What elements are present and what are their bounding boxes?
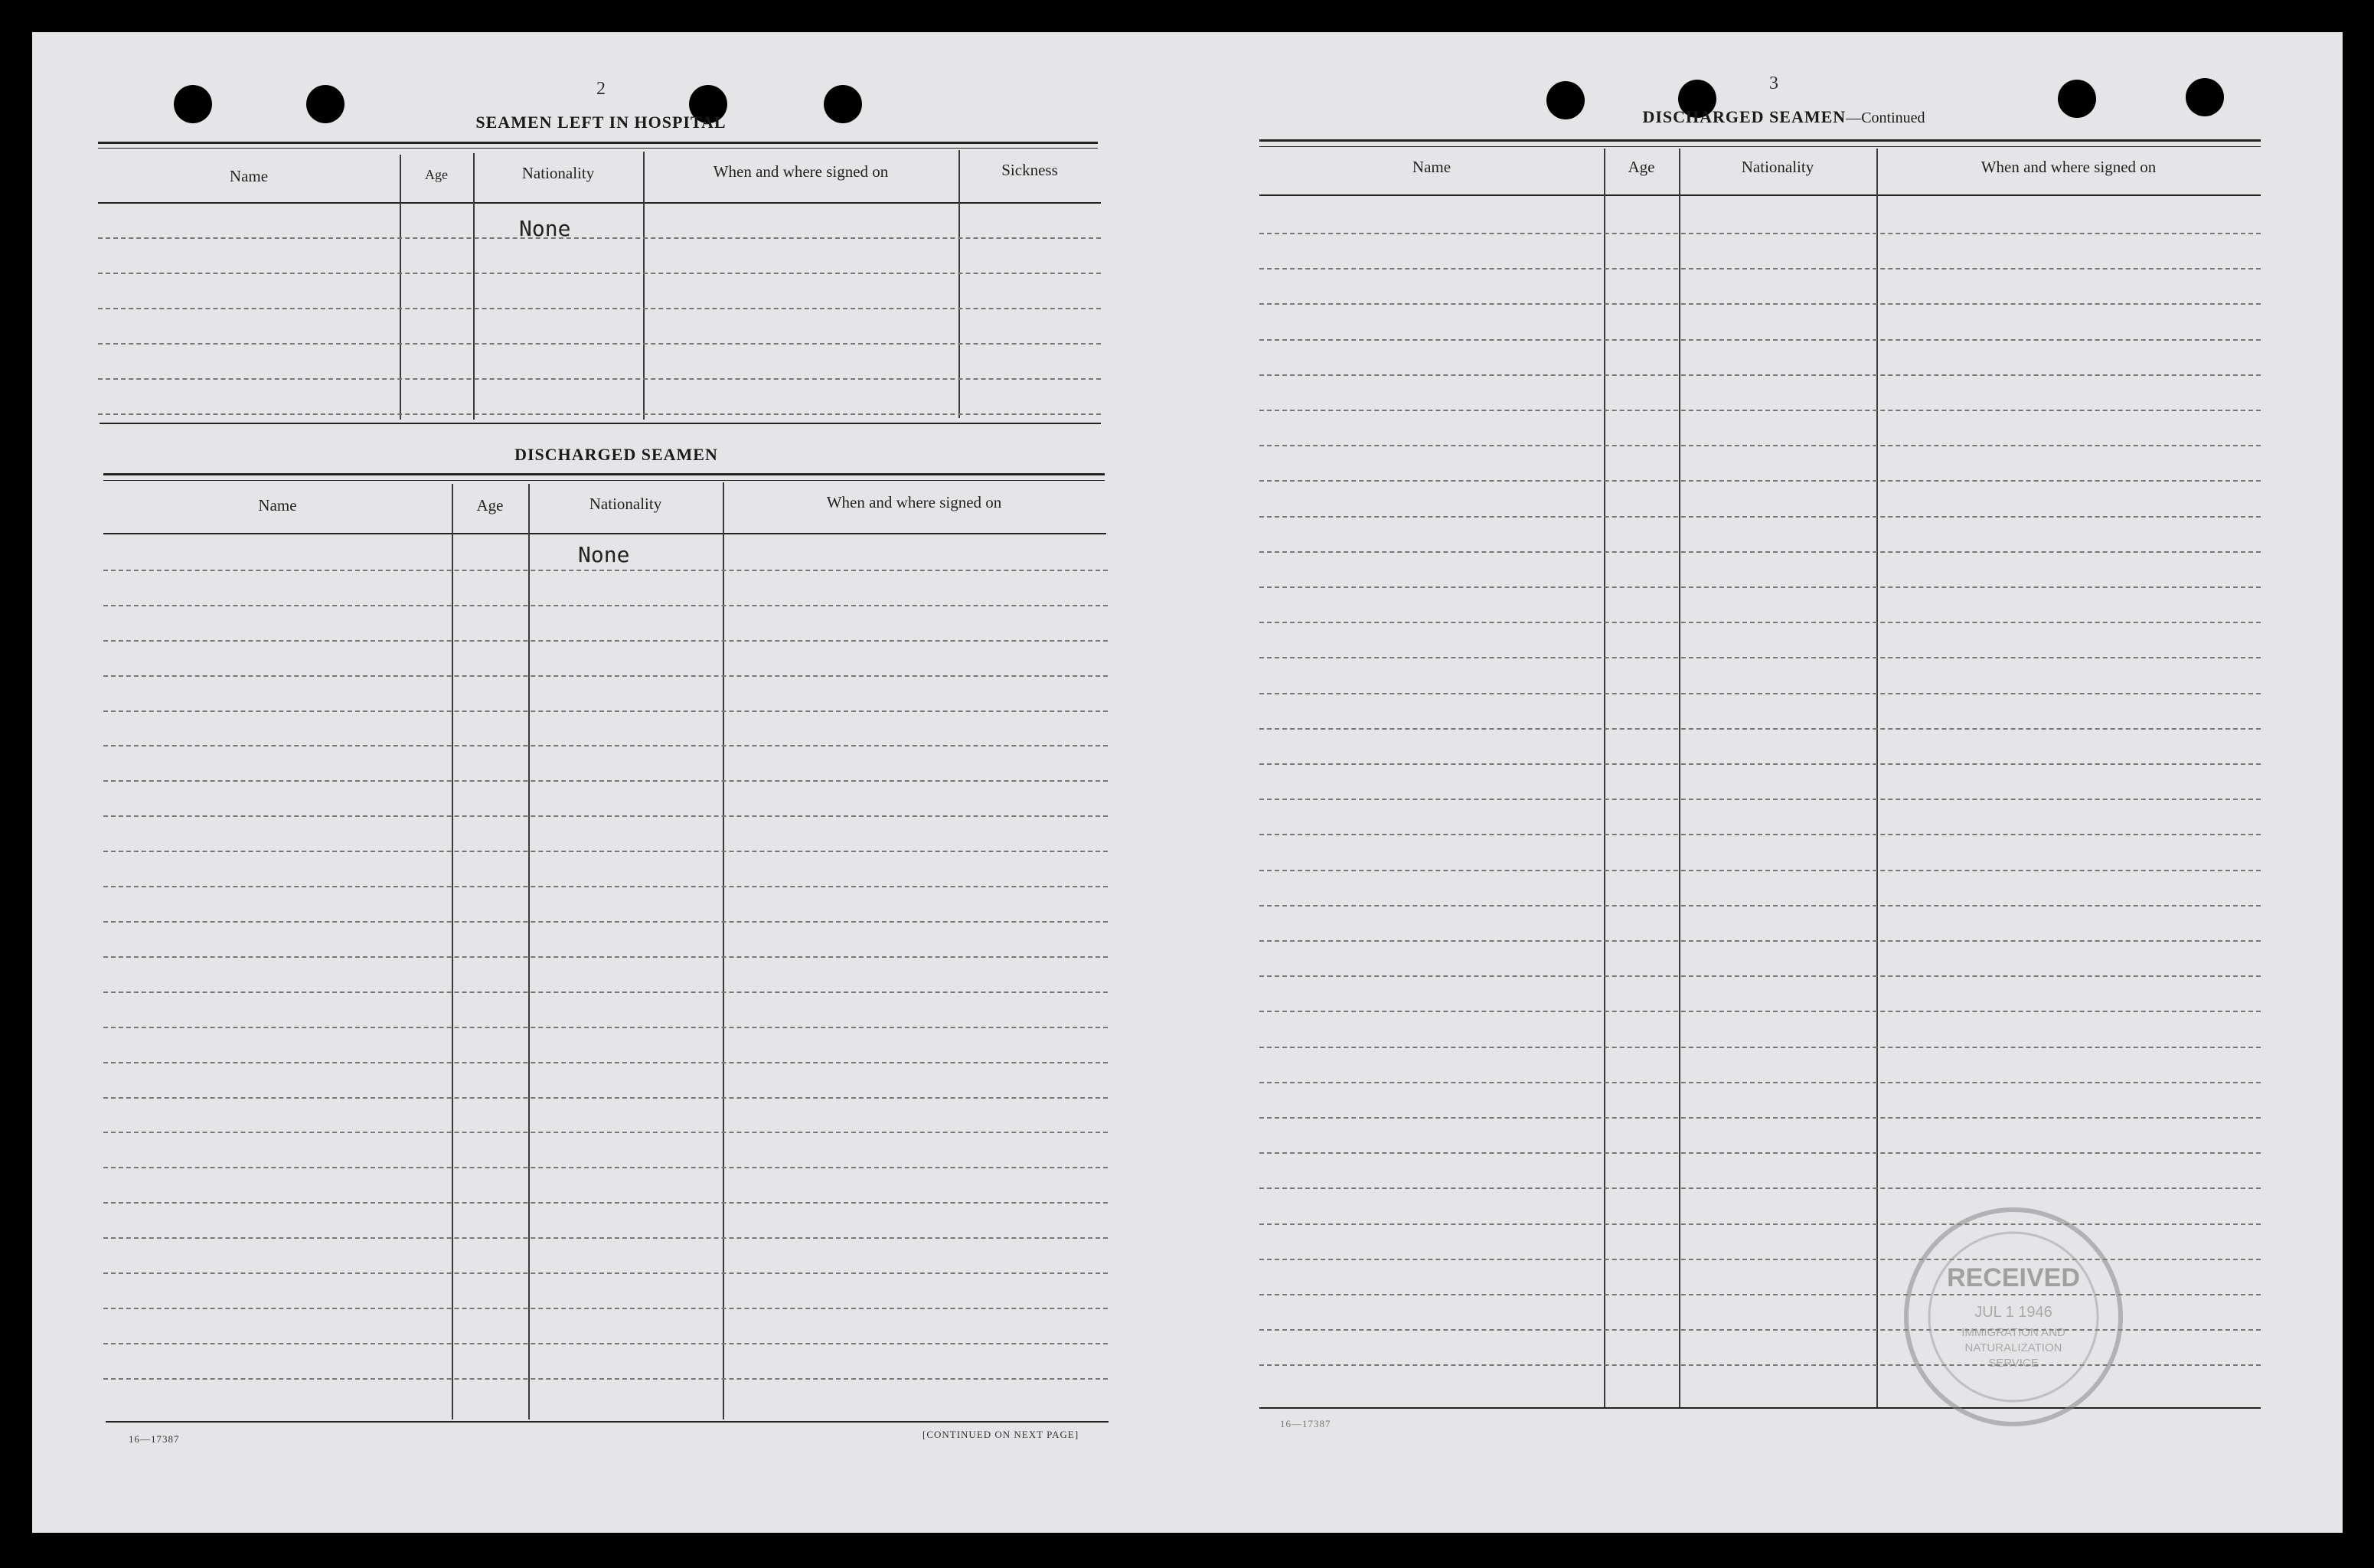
entry-line [103,745,1108,746]
punch-hole [2186,78,2224,116]
entry-line [103,605,1108,606]
entry-line [103,710,1108,712]
entry-line [1259,1047,2261,1048]
entry-line [1259,693,2261,694]
entry-line [103,1132,1108,1133]
entry-line [103,956,1108,958]
column-divider [400,155,401,420]
entry-line [98,413,1101,415]
column-divider [528,484,530,1419]
entry-line [1259,622,2261,623]
entry-line [1259,268,2261,270]
hospital-header-nationality: Nationality [521,164,595,182]
column-divider [723,482,724,1419]
rule [1259,194,2261,196]
rule [98,202,1101,204]
entry-line [103,1167,1108,1168]
entry-line [103,1272,1108,1274]
column-divider [1679,149,1680,1407]
stamp-line: SERVICE [1988,1357,2039,1370]
entry-line [1259,1187,2261,1189]
entry-line [103,640,1108,642]
rule [98,148,1098,149]
entry-line [1259,551,2261,553]
entry-line [1259,339,2261,341]
entry-line [98,237,1101,239]
entry-line [103,1027,1108,1028]
discharged-section-title: DISCHARGED SEAMEN [514,445,718,464]
entry-line [1259,657,2261,658]
entry-line [103,851,1108,852]
page-number-left: 2 [596,79,606,99]
column-divider [452,484,453,1419]
rule [100,423,1101,424]
entry-line [98,343,1101,345]
hospital-header-name: Name [229,167,269,185]
continued-header-name: Name [1412,158,1452,176]
entry-line [1259,303,2261,305]
rule [103,533,1106,534]
column-divider [1604,149,1605,1407]
rule [1259,146,2261,147]
punch-hole [2058,80,2096,118]
entry-line [103,921,1108,923]
hospital-header-sickness: Sickness [1001,161,1058,179]
entry-line [103,570,1108,571]
entry-line [103,780,1108,782]
entry-line [1259,905,2261,906]
form-number-left: 16—17387 [129,1433,180,1445]
rule [103,480,1105,481]
entry-line [1259,374,2261,376]
received-stamp [1899,1202,2128,1432]
entry-line [98,308,1101,309]
stamp-line: IMMIGRATION AND [1961,1326,2065,1339]
entry-line [1259,834,2261,835]
stamp-line: JUL 1 1946 [1974,1304,2052,1321]
entry-line [103,1202,1108,1204]
entry-line [103,1062,1108,1063]
entry-line [1259,940,2261,942]
entry-line [98,273,1101,274]
entry-line [1259,233,2261,234]
continued-header-age: Age [1628,158,1655,176]
entry-line [1259,1152,2261,1154]
punch-hole [174,85,212,123]
entry-line [103,815,1108,817]
page-number-right: 3 [1769,74,1778,93]
hospital-section-title: SEAMEN LEFT IN HOSPITAL [475,113,727,132]
discharged-header-nationality: Nationality [589,495,662,513]
continued-header-nationality: Nationality [1741,158,1814,176]
rule [98,142,1098,144]
entry-line [103,886,1108,887]
entry-line [1259,445,2261,446]
discharged-continued-suffix: —Continued [1846,109,1925,126]
discharged-continued-title-main: DISCHARGED SEAMEN [1642,107,1847,126]
entry-line [1259,410,2261,411]
entry-line [1259,728,2261,730]
entry-line [1259,516,2261,518]
continued-header-signed-on: When and where signed on [1981,158,2157,176]
entry-line [1259,763,2261,765]
entry-line [103,1343,1108,1344]
entry-line [1259,1082,2261,1083]
discharged-continued-title [1577,107,1990,127]
rule [1259,139,2261,142]
form-number-right: 16—17387 [1280,1418,1331,1429]
stamp-received-word: RECEIVED [1947,1263,2080,1292]
discharged-header-age: Age [476,496,504,514]
entry-line [1259,586,2261,588]
hospital-header-signed-on: When and where signed on [713,162,889,181]
entry-line [1259,870,2261,871]
entry-line [103,1237,1108,1239]
punch-hole [306,85,345,123]
stamp-line: NATURALIZATION [1964,1341,2062,1354]
continued-note: [CONTINUED ON NEXT PAGE] [922,1429,1079,1440]
discharged-header-signed-on: When and where signed on [826,493,1002,511]
entry-line [1259,480,2261,482]
entry-line [98,378,1101,380]
punch-hole [824,85,862,123]
entry-line [1259,1011,2261,1012]
entry-line [103,1308,1108,1309]
hospital-entry-none: None [519,216,571,241]
rule [106,1421,1109,1423]
discharged-header-name: Name [258,496,297,514]
entry-line [103,675,1108,677]
entry-line [1259,1117,2261,1119]
hospital-header-age: Age [425,167,448,182]
column-divider [1876,149,1878,1407]
entry-line [103,1378,1108,1380]
discharged-entry-none: None [578,542,630,567]
entry-line [103,1097,1108,1099]
entry-line [103,991,1108,993]
entry-line [1259,975,2261,977]
entry-line [1259,799,2261,800]
rule [103,473,1105,475]
